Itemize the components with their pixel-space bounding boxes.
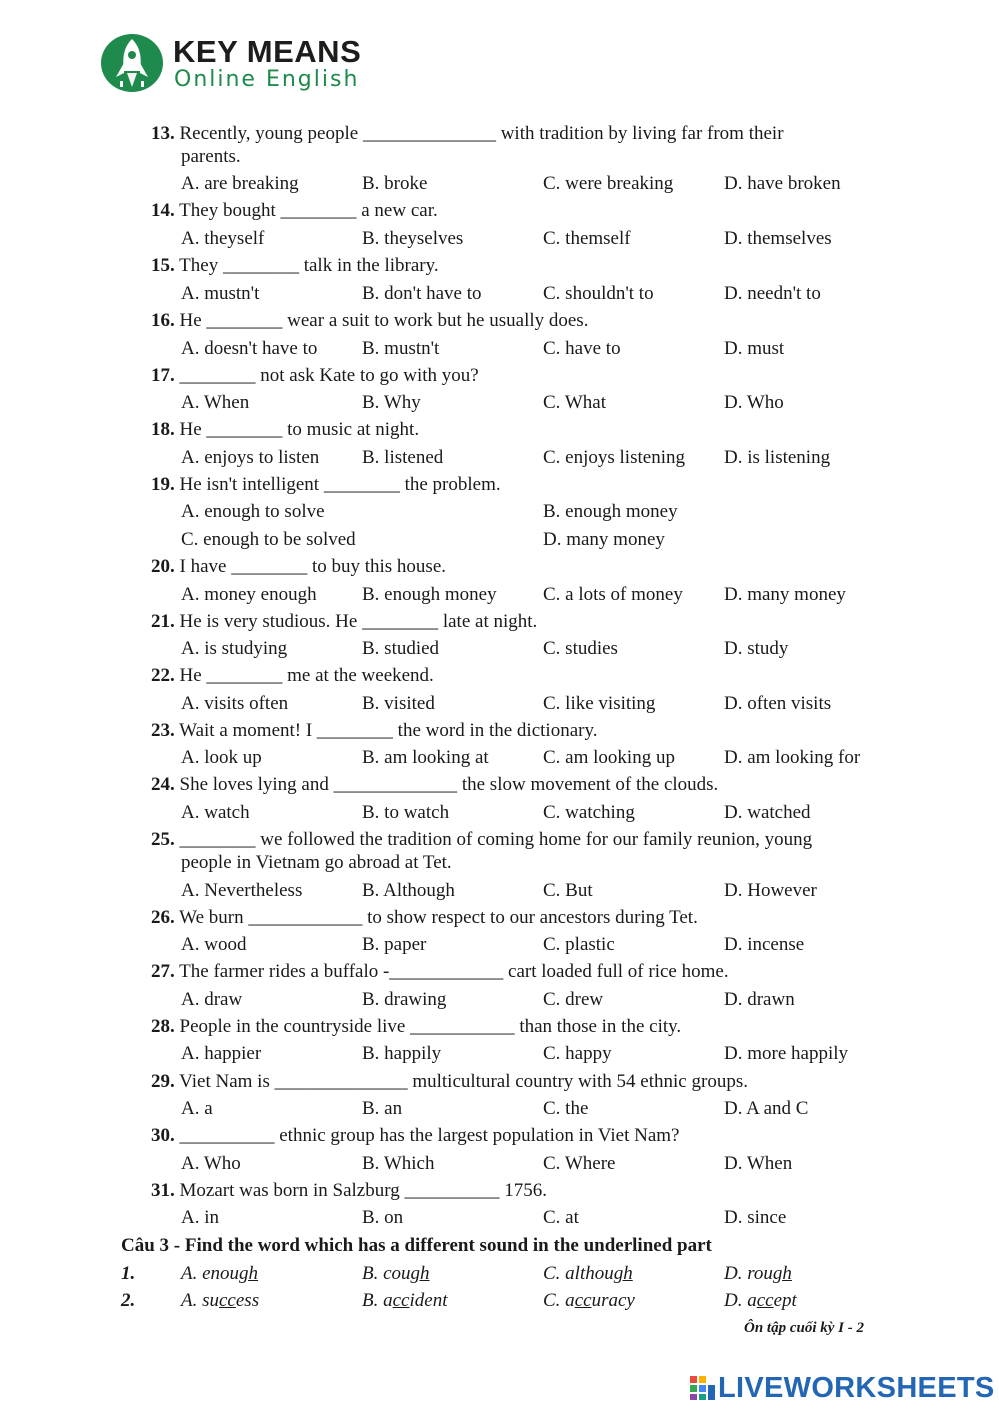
question-text: Mozart was born in Salzburg __________ 1756. [179, 1180, 547, 1201]
question-text: She loves lying and _____________ the slow movement of the clouds. [179, 774, 719, 795]
option-d[interactable]: D. study [724, 638, 789, 659]
option-c[interactable]: C. a lots of money [543, 584, 683, 605]
option-text: ept [773, 1290, 797, 1311]
option-a[interactable]: A. watch [181, 802, 250, 823]
question-text: They ________ talk in the library. [179, 255, 439, 276]
question-28 [151, 1015, 841, 1038]
question-text: He ________ to music at night. [179, 419, 420, 440]
option-c[interactable]: C. Where [543, 1153, 616, 1174]
option-c[interactable]: C. plastic [543, 934, 615, 955]
option-a[interactable]: A. a [181, 1098, 213, 1119]
question-29 [151, 1070, 841, 1093]
option-d[interactable]: D. have broken [724, 173, 841, 194]
option-d[interactable]: D. many money [724, 584, 846, 605]
option-text: ident [409, 1290, 448, 1311]
question-number: 21. [151, 611, 175, 632]
option-a[interactable]: A. enjoys to listen [181, 447, 320, 468]
question-number: 25. [151, 829, 175, 850]
question-text: I have ________ to buy this house. [179, 556, 447, 577]
option-c[interactable] [543, 1289, 635, 1312]
question-number: 20. [151, 556, 175, 577]
option-c[interactable]: C. am looking up [543, 747, 675, 768]
option-text: A. enou [181, 1263, 240, 1284]
option-d[interactable]: D. more happily [724, 1043, 849, 1064]
question-number: 17. [151, 365, 175, 386]
option-d[interactable]: D. must [724, 338, 785, 359]
option-b[interactable]: B. studied [362, 638, 440, 659]
option-a[interactable]: A. wood [181, 934, 247, 955]
question-number: 29. [151, 1071, 175, 1092]
liveworksheets-icon [690, 1376, 716, 1400]
option-b[interactable]: B. Although [362, 880, 455, 901]
option-b[interactable] [362, 1262, 430, 1285]
option-b[interactable]: B. listened [362, 447, 444, 468]
option-b[interactable]: B. broke [362, 173, 428, 194]
option-a[interactable]: A. draw [181, 989, 243, 1010]
option-text: D. a [724, 1290, 757, 1311]
option-c[interactable]: C. studies [543, 638, 618, 659]
option-c[interactable]: C. What [543, 392, 606, 413]
question-text: The farmer rides a buffalo -____________ cart loaded full of rice home. [179, 961, 729, 982]
key-means-logo [100, 33, 400, 93]
option-b[interactable]: B. enough money [543, 501, 678, 522]
question-text: He ________ wear a suit to work but he usually does. [179, 310, 589, 331]
question-text: They bought ________ a new car. [179, 200, 438, 221]
question-number: 28. [151, 1016, 175, 1037]
option-a[interactable]: A. enough to solve [181, 501, 325, 522]
option-b[interactable] [362, 1289, 447, 1312]
section-3-heading: Câu 3 - Find the word which has a different sound in the underlined part [121, 1235, 712, 1256]
option-d[interactable]: D. many money [543, 529, 665, 550]
option-d[interactable]: D. often visits [724, 693, 832, 714]
option-b[interactable]: B. Which [362, 1153, 435, 1174]
option-a[interactable]: A. theyself [181, 228, 265, 249]
option-d[interactable]: D. am looking for [724, 747, 861, 768]
option-c[interactable]: C. enjoys listening [543, 447, 685, 468]
option-c[interactable]: C. shouldn't to [543, 283, 654, 304]
question-number: 31. [151, 1180, 175, 1201]
option-d[interactable]: D. Who [724, 392, 784, 413]
question-24 [151, 773, 841, 796]
question-15 [151, 254, 841, 277]
option-d[interactable]: D. themselves [724, 228, 832, 249]
option-c[interactable]: C. But [543, 880, 593, 901]
question-13 [151, 122, 841, 168]
option-d[interactable] [724, 1289, 797, 1312]
option-a[interactable]: A. doesn't have to [181, 338, 318, 359]
option-text: uracy [591, 1290, 635, 1311]
option-b[interactable]: B. happily [362, 1043, 442, 1064]
question-19 [151, 473, 841, 496]
question-25 [151, 828, 841, 874]
question-number: 22. [151, 665, 175, 686]
option-b[interactable]: B. an [362, 1098, 403, 1119]
option-a[interactable] [181, 1289, 259, 1312]
option-text: C. althou [543, 1263, 614, 1284]
option-b[interactable]: B. theyselves [362, 228, 464, 249]
question-21 [151, 610, 841, 633]
question-text: He ________ me at the weekend. [179, 665, 434, 686]
question-number: 14. [151, 200, 175, 221]
question-text: Viet Nam is ______________ multicultural country with 54 ethnic groups. [179, 1071, 748, 1092]
option-d[interactable]: D. is listening [724, 447, 831, 468]
question-23 [151, 719, 841, 742]
logo-subtitle: Online English [174, 67, 360, 92]
question-number: 26. [151, 907, 175, 928]
question-number: 30. [151, 1125, 175, 1146]
option-d[interactable]: D. When [724, 1153, 793, 1174]
option-a[interactable]: A. mustn't [181, 283, 260, 304]
option-b[interactable]: B. paper [362, 934, 427, 955]
question-18 [151, 418, 841, 441]
logo-title: KEY MEANS [173, 34, 362, 69]
question-27 [151, 960, 841, 983]
option-c[interactable]: C. at [543, 1207, 579, 1228]
question-22 [151, 664, 841, 687]
option-d[interactable]: D. However [724, 880, 817, 901]
question-number: 23. [151, 720, 175, 741]
option-a[interactable]: A. is studying [181, 638, 288, 659]
question-number: 13. [151, 123, 175, 144]
liveworksheets-wordmark: LIVEWORKSHEETS [718, 1372, 995, 1404]
option-text: D. rou [724, 1263, 773, 1284]
question-text: People in the countryside live ___________ than those in the city. [179, 1016, 682, 1037]
option-c[interactable] [543, 1262, 633, 1285]
question-text: ________ not ask Kate to go with you? [179, 365, 479, 386]
option-b[interactable]: B. to watch [362, 802, 450, 823]
option-b[interactable]: B. mustn't [362, 338, 440, 359]
option-d[interactable]: D. needn't to [724, 283, 821, 304]
option-d[interactable]: D. A and C [724, 1098, 809, 1119]
question-14 [151, 199, 841, 222]
option-text: B. cou [362, 1263, 411, 1284]
underlined-part: cc [756, 1290, 774, 1311]
option-text: A. su [181, 1290, 219, 1311]
option-c[interactable]: C. themself [543, 228, 631, 249]
question-text: He isn't intelligent ________ the problem. [179, 474, 501, 495]
option-a[interactable]: A. look up [181, 747, 262, 768]
option-c[interactable]: C. like visiting [543, 693, 656, 714]
option-b[interactable]: B. visited [362, 693, 435, 714]
pronunciation-item-number: 1. [121, 1263, 136, 1284]
question-17 [151, 364, 841, 387]
question-text: Wait a moment! I ________ the word in the dictionary. [179, 720, 598, 741]
question-30 [151, 1124, 841, 1147]
option-d[interactable]: D. watched [724, 802, 811, 823]
underlined-part: gh [239, 1263, 259, 1284]
option-a[interactable]: A. When [181, 392, 250, 413]
option-a[interactable]: A. visits often [181, 693, 289, 714]
question-text: __________ ethnic group has the largest population in Viet Nam? [179, 1125, 680, 1146]
option-a[interactable]: A. Who [181, 1153, 241, 1174]
underlined-part: gh [410, 1263, 430, 1284]
question-number: 15. [151, 255, 175, 276]
underlined-part: gh [613, 1263, 633, 1284]
option-d[interactable]: D. drawn [724, 989, 795, 1010]
question-number: 16. [151, 310, 175, 331]
question-16 [151, 309, 841, 332]
question-text: He is very studious. He ________ late at night. [179, 611, 538, 632]
question-number: 19. [151, 474, 175, 495]
option-text: B. a [362, 1290, 393, 1311]
underlined-part: gh [772, 1263, 792, 1284]
question-text: Recently, young people ______________ with tradition by living far from their parents. [179, 123, 784, 167]
option-a[interactable]: A. happier [181, 1043, 262, 1064]
option-b[interactable]: B. don't have to [362, 283, 482, 304]
option-b[interactable]: B. drawing [362, 989, 447, 1010]
option-d[interactable]: D. since [724, 1207, 787, 1228]
option-b[interactable]: B. on [362, 1207, 404, 1228]
rocket-logo-icon [100, 33, 166, 93]
option-c[interactable]: C. enough to be solved [181, 529, 356, 550]
pronunciation-item-number: 2. [121, 1290, 136, 1311]
option-c[interactable]: C. were breaking [543, 173, 674, 194]
underlined-part: cc [219, 1290, 236, 1311]
question-26 [151, 906, 841, 929]
option-c[interactable]: C. happy [543, 1043, 612, 1064]
option-c[interactable]: C. watching [543, 802, 635, 823]
question-text: ________ we followed the tradition of coming home for our family reunion, young people in Vietnam go abroad at Tet. [179, 829, 813, 873]
option-c[interactable]: C. the [543, 1098, 589, 1119]
underlined-part: cc [574, 1290, 592, 1311]
option-c[interactable]: C. have to [543, 338, 621, 359]
page-footer: Ôn tập cuối kỳ I - 2 [744, 1320, 864, 1336]
underlined-part: cc [392, 1290, 410, 1311]
option-text: ess [235, 1290, 260, 1311]
question-31 [151, 1179, 841, 1202]
option-a[interactable]: A. are breaking [181, 173, 299, 194]
option-b[interactable]: B. am looking at [362, 747, 489, 768]
option-b[interactable]: B. Why [362, 392, 421, 413]
option-b[interactable]: B. enough money [362, 584, 497, 605]
option-a[interactable] [181, 1262, 258, 1285]
option-d[interactable] [724, 1262, 792, 1285]
option-d[interactable]: D. incense [724, 934, 805, 955]
option-a[interactable]: A. Nevertheless [181, 880, 303, 901]
option-a[interactable]: A. money enough [181, 584, 317, 605]
question-number: 27. [151, 961, 175, 982]
option-text: C. a [543, 1290, 575, 1311]
liveworksheets-watermark [690, 1370, 995, 1406]
option-c[interactable]: C. drew [543, 989, 604, 1010]
option-a[interactable]: A. in [181, 1207, 219, 1228]
question-number: 18. [151, 419, 175, 440]
question-text: We burn ____________ to show respect to our ancestors during Tet. [179, 907, 698, 928]
question-number: 24. [151, 774, 175, 795]
question-20 [151, 555, 841, 578]
